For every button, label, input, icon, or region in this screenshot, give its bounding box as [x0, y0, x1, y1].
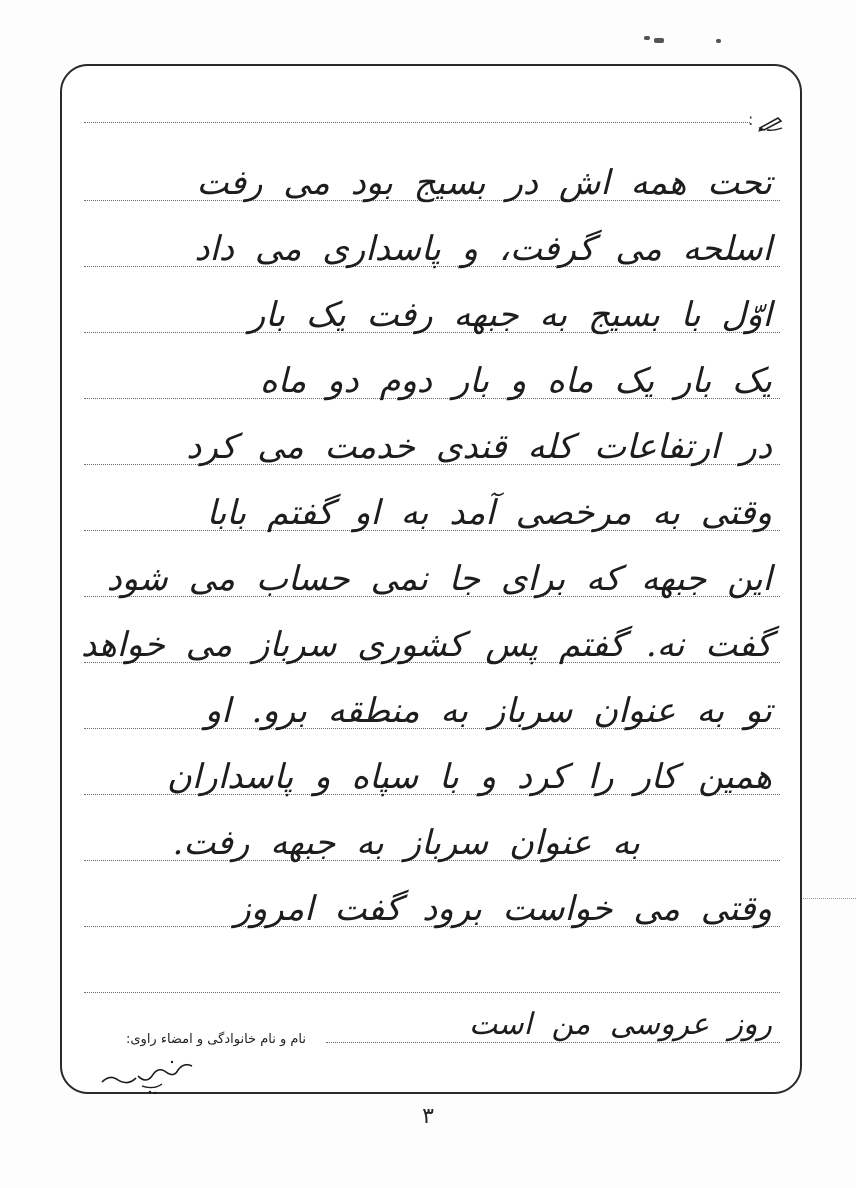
handwritten-line: اسلحه می گرفت، و پاسداری می داد: [194, 229, 772, 269]
handwritten-line: همین کار را کرد و با سپاه و پاسداران: [166, 757, 772, 797]
header-ruled-line: [84, 122, 750, 123]
handwritten-line: در ارتفاعات کله قندی خدمت می کرد: [186, 427, 772, 467]
handwritten-line: به عنوان سرباز به جبهه رفت.: [172, 823, 640, 863]
pen-writing-icon: [758, 114, 784, 132]
page-number: ۳: [422, 1104, 434, 1129]
handwritten-signature: [92, 1056, 202, 1100]
lined-page-frame: [60, 64, 802, 1094]
handwritten-line: روز عروسی من است: [469, 1007, 772, 1042]
ruled-line: [84, 992, 780, 993]
handwritten-line: تحت همه اش در بسیج بود می رفت: [196, 163, 772, 203]
handwritten-line: اوّل با بسیج به جبهه رفت یک بار: [248, 295, 772, 335]
signature-label: نام و نام خانوادگی و امضاء راوی:: [125, 1032, 306, 1047]
ruled-line: [326, 1042, 780, 1043]
handwritten-line: این جبهه که برای جا نمی حساب می شود: [106, 559, 772, 599]
scan-edge-mark: [796, 898, 856, 899]
header-colon: :: [748, 110, 754, 129]
handwritten-line: تو به عنوان سرباز به منطقه برو. او: [204, 691, 772, 731]
scan-artifact-marks: [636, 30, 756, 50]
handwritten-line: وقتی می خواست برود گفت امروز: [234, 889, 772, 929]
handwritten-line: گفت نه. گفتم پس کشوری سرباز می خواهد: [81, 625, 772, 665]
handwritten-line: یک بار یک ماه و بار دوم دو ماه: [259, 361, 772, 401]
handwritten-line: وقتی به مرخصی آمد به او گفتم بابا: [206, 493, 772, 533]
